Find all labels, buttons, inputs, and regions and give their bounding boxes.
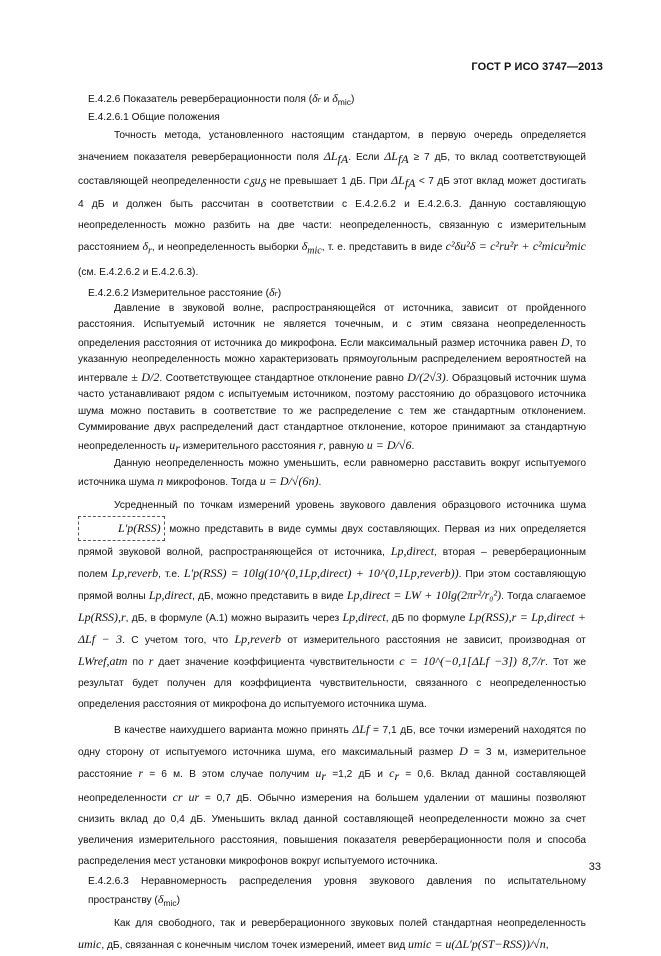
p6-formula: umic = u(ΔL′p(ST−RSS))/√n (408, 937, 546, 952)
section-heading-e4262 (78, 285, 586, 301)
p2-text-b: , то указанную неопределенность можно характеризовать прямоугольным распределением вероятностей на интервале (78, 337, 586, 384)
p5-symbol-dlf: ΔLf (352, 722, 370, 737)
p5-text-d: = 6 м. В этом случае получим (143, 769, 316, 781)
p4-formula-1: L′p(RSS) = 10lg(10^(0,1Lp,direct) + 10^(0,1Lp,reverb)) (183, 566, 459, 581)
symbol-sub-mic: mic (337, 97, 351, 108)
p4-text-l: по (127, 657, 149, 669)
symbol-delta: δ (269, 284, 275, 299)
p4-text-a: Усредненный по точкам измерений уровень звукового давления образцового источника шума (114, 500, 586, 512)
p4-symbol-lpreverb: Lp,reverb (111, 566, 159, 581)
p4-formula-3: Lp(RSS),r = Lp,direct + ΔLf − 3 (78, 610, 586, 647)
p5-symbol-d: D (459, 744, 468, 759)
page-number: 33 (588, 861, 601, 873)
section-title-text: Е.4.2.6 Показатель реверберационности поля ( (88, 94, 313, 105)
p6-text-a: Как для свободного, так и реверберационного звуковых полей стандартная неопределенность (114, 918, 586, 930)
p1-text-f: , и неопределенность выборки (151, 242, 302, 254)
p4-symbol-lprssr: Lp(RSS),r (78, 610, 126, 625)
p1-text-h: (см. Е.4.2.6.2 и Е.4.2.6.3). (78, 266, 199, 278)
p4-symbol-lpdirect: Lp,direct (390, 544, 435, 559)
p4-text-i: , дБ по формуле (385, 613, 469, 625)
section-title-text: Е.4.2.6.2 Измерительное расстояние ( (88, 287, 270, 299)
p6-symbol-umic: umic (78, 937, 102, 952)
p1-symbol-u: u (254, 173, 261, 188)
p2-formula: u = D/√6 (366, 437, 412, 452)
p1-text-b: . Если (348, 152, 385, 164)
p1-symbol-dlfa-sub: fA (337, 152, 349, 167)
p4-text-d: , т.е. (158, 569, 184, 581)
close-paren: ) (277, 287, 282, 299)
p4-text-j: . С учетом того, что (122, 635, 235, 647)
symbol-sub: r (274, 288, 278, 298)
p2-text-f: , равную (323, 440, 367, 452)
symbol-sub-mic: mic (163, 897, 177, 908)
p5-text-b: = 7,1 дБ, все точки измерений находятся по одну сторону от испытуемого источника шума, его максимальный размер (78, 725, 586, 759)
paragraph-2 (78, 301, 586, 457)
symbol-delta: δ (312, 91, 318, 105)
p6-text-c: , (545, 940, 549, 952)
p1-text-e: < 7 дБ этот вклад может достигать 4 дБ и должен быть рассчитан в соответствии с Е.4.2.6.2 и Е.4.2.6.3. Данную составляющую неопределенность можно разбить на две части: неопределенность, связанную с измерительным расстоянием (78, 176, 586, 254)
section-heading-e426 (78, 91, 586, 109)
p5-symbol-u: u (315, 766, 322, 781)
p1-symbol-dlfa: ΔL (323, 149, 338, 164)
p4-text-h: , дБ, в формуле (А.1) можно выразить через (125, 613, 343, 625)
section-title-text: Е.4.2.6.3 Неравномерность распределения уровня звукового давления по испытательному пространству ( (88, 876, 586, 906)
p5-text-g: = 0,7 дБ. Обычно измерения на большем удалении от машины позволяют снизить вклад до 0,4 дБ. Уменьшить вклад данной составляющей неопределенности можно за счет увеличения измерительного расстояния, повышения показателя реверберационности поля и способа распределения мест установки микрофонов вокруг испытуемого источника. (78, 793, 586, 868)
p6-text-b: , дБ, связанная с конечным числом точек измерений, имеет вид (101, 940, 408, 952)
paragraph-4 (78, 495, 586, 715)
p3-symbol-n: n (157, 473, 164, 488)
paragraph-1 (78, 125, 586, 282)
p4-text-k: от измерительного расстояния не зависит, производная от (281, 635, 586, 647)
p5-symbol-r: r (138, 766, 144, 781)
p5-text-e: =1,2 дБ и (326, 769, 390, 781)
p4-symbol-r: r (148, 654, 154, 669)
standard-header: ГОСТ Р ИСО 3747—2013 (471, 61, 603, 73)
p2-text-a: Давление в звуковой волне, распространяющейся от источника, зависит от пройденного расстояния. Испытуемый источник не является точечным, и с этим связана неопределенность определения расстояния от источника до микрофона. Если максимальный размер источника равен (78, 302, 586, 349)
p2-symbol-r: r (318, 437, 324, 452)
document-body (78, 91, 586, 956)
symbol-delta-mic: δ (157, 891, 164, 906)
p4-symbol-lpreverb-2: Lp,reverb (234, 632, 282, 647)
p1-symbol-c: c (243, 173, 250, 188)
p5-symbol-u-sub: r (321, 769, 327, 784)
p2-text-d: . Образцовый источник шума часто устанавливают рядом с испытуемым источником, поэтому расстоянию до образцового источника шума можно поставить в соответствие то же распределение с тем же стандартным отклонением. Суммирование двух распределений даст стандартное отклонение, которое принимают за стандартную неопределенность (78, 372, 586, 452)
p4-text-m: дает значение коэффициента чувствительности (153, 657, 400, 669)
paragraph-3 (78, 456, 586, 491)
section-heading-e4263 (78, 874, 586, 911)
p1-symbol-dlfa-3: ΔL (391, 173, 405, 188)
p4-boxed-symbol: L′p(RSS) (78, 516, 165, 541)
p1-formula: c²δu²δ = c²ru²r + c²micu²mic (445, 239, 586, 254)
p1-text-d: не превышает 1 дБ. При (266, 176, 392, 188)
p4-symbol-lpdirect-3: Lp,direct (342, 610, 386, 625)
p5-text-f: = 0,6. Вклад данной составляющей неопределенности (78, 769, 586, 805)
p4-formula-4: c = 10^(−0,1[ΔLf −3]) 8,7/r (399, 654, 546, 669)
conjunction-text: и (320, 94, 333, 105)
p4-text-c: , вторая – реверберационным полем (78, 547, 586, 581)
p3-text-a: Данную неопределенность можно уменьшить, если равномерно расставить вокруг испытуемого источника шума (78, 458, 586, 488)
symbol-sub: r (317, 95, 321, 104)
close-paren: ) (176, 894, 181, 906)
p1-symbol-delta-r: $\delta_r$ (142, 239, 152, 257)
p4-text-b: можно представить в виде суммы двух составляющих. Первая из них определяется прямой звуковой волной, распространяющейся от источника, (78, 524, 586, 559)
p2-std-dev: D/(2√3) (407, 369, 446, 384)
symbol-delta-mic: δ (332, 91, 338, 105)
p5-symbol-c-sub: r (394, 769, 400, 784)
p2-interval: ± D/2 (131, 369, 160, 384)
p2-symbol-u-sub: r (175, 440, 180, 455)
p2-text-g: . (411, 440, 415, 452)
p1-symbol-dlfa-sub-3: fA (404, 176, 416, 191)
p2-text-e: измерительного расстояния (179, 440, 319, 452)
p2-symbol-d: D (560, 334, 570, 349)
p4-text-n: . Тот же результат будет получен для коэффициента чувствительности, связанного с неопределенностью определения расстояния от микрофона до испытуемого источника шума. (78, 657, 587, 711)
p1-text-a: Точность метода, установленного настоящим стандартом, в первую очередь определяется значением показателя реверберационности поля (78, 130, 586, 164)
p3-text-b: микрофонов. Тогда (163, 476, 260, 488)
paragraph-6 (78, 913, 586, 956)
p1-symbol-c-sub: δ (249, 176, 255, 191)
p4-text-e: . При этом составляющую прямой волны (78, 569, 586, 603)
section-heading-e4261: Е.4.2.6.1 Общие положения (88, 112, 220, 124)
p3-formula: u = D/√(6n) (259, 473, 319, 488)
p2-text-c: . Соответствующее стандартное отклонение равно (159, 372, 408, 384)
p4-text-g: . Тогда слагаемое (501, 591, 586, 603)
p4-text-f: , дБ, можно представить в виде (192, 591, 347, 603)
p4-symbol-lwref: LWref,atm (78, 654, 128, 669)
paragraph-5 (78, 719, 586, 872)
p2-symbol-u: u (169, 437, 176, 452)
p5-text-a: В качестве наихудшего варианта можно принять (114, 725, 353, 737)
p4-formula-2: Lp,direct = LW + 10lg(2πr²/r₀²) (346, 588, 502, 603)
p1-symbol-dlfa-2: ΔL (384, 149, 398, 164)
p1-symbol-delta-mic: $\delta_{mic}$ (301, 239, 322, 257)
p1-text-g: , т. е. представить в виде (321, 242, 443, 254)
p5-symbol-c: c (389, 766, 395, 781)
p4-symbol-lpdirect-2: Lp,direct (148, 588, 193, 603)
p1-text-c: ≥ 7 дБ, то вклад соответствующей составляющей неопределенности (78, 152, 586, 188)
p1-symbol-u-sub: δ (260, 176, 267, 191)
p5-symbol-crur: cr ur (172, 790, 200, 805)
close-paren: ) (351, 94, 355, 105)
p3-text-c: . (318, 476, 322, 488)
p1-symbol-dlfa-sub-2: fA (397, 152, 409, 167)
p5-text-c: = 3 м, измерительное расстояние (78, 747, 587, 781)
